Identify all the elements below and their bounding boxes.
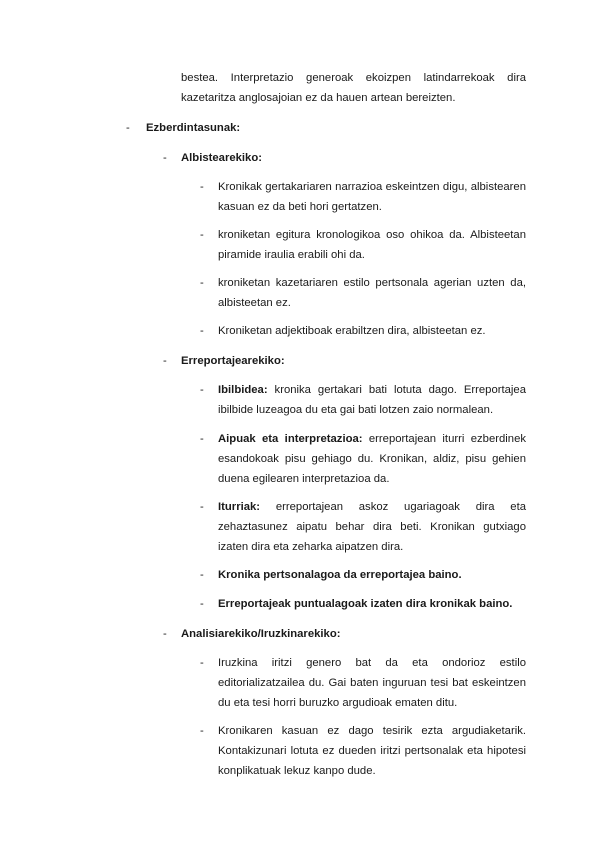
section-bullet: -: [126, 122, 130, 134]
erreportajea-bullet: -: [163, 355, 167, 367]
erreportajea-item-3: [218, 497, 526, 557]
albistea-title: Albistearekiko:: [181, 152, 262, 164]
erreportajea-item-bullet: -: [200, 501, 204, 513]
erreportajea-item-1: [218, 380, 526, 420]
erreportajea-item-3-label: Iturriak:: [218, 501, 261, 513]
erreportajea-item-1-text: kronika gertakari bati lotuta dago. Erreportajea ibilbide luzeagoa du eta gai bati lotzen zaio normalean.: [218, 384, 526, 416]
albistea-item-bullet: -: [200, 229, 204, 241]
erreportajea-item-bullet: -: [200, 433, 204, 445]
erreportajea-item-bullet: -: [200, 569, 204, 581]
analisia-item-1: Iruzkina iritzi genero bat da eta ondorioz estilo editorializatzailea du. Gai baten inguruan tesi bat eskeintzen du eta tesi horri buruzko argudioak ematen ditu.: [218, 657, 526, 709]
analisia-item-2: Kronikaren kasuan ez dago tesirik ezta argudiaketarik. Kontakizunari lotuta ez dueden iritzi pertsonalak eta hipotesi konplikatuak lekuz kanpo dude.: [218, 725, 526, 777]
analisia-bullet: -: [163, 628, 167, 640]
erreportajea-item-1-label: Ibilbidea:: [218, 384, 268, 396]
albistea-item-3: kroniketan kazetariaren estilo pertsonala agerian uzten da, albisteetan ez.: [218, 277, 526, 309]
erreportajea-title: Erreportajearekiko:: [181, 355, 285, 367]
albistea-item-bullet: -: [200, 325, 204, 337]
albistea-item-4: Kroniketan adjektiboak erabiltzen dira, albisteetan ez.: [218, 325, 486, 337]
erreportajea-item-2-text: erreportajean iturri ezberdinek esandokoak pisu gehiago du. Kronikan, aldiz, pisu gehien duena egilearen interpretazioa da.: [218, 433, 527, 485]
erreportajea-item-2: [218, 429, 526, 489]
erreportajea-item-2-label: Aipuak eta interpretazioa:: [218, 433, 363, 445]
albistea-item-bullet: -: [200, 277, 204, 289]
erreportajea-item-3-text: erreportajean askoz ugariagoak dira eta zehaztasunez aipatu behar dira beti. Kronikan gutxiago izaten dira eta zeharka aipatzen dira.: [218, 501, 526, 553]
intro-line-1: bestea. Interpretazio generoak ekoizpen latindarrekoak dira: [181, 72, 526, 84]
intro-paragraph: [181, 68, 526, 88]
albistea-item-1: Kronikak gertakariaren narrazioa eskeintzen digu, albistearen kasuan ez da beti hori gertatzen.: [218, 181, 526, 213]
albistea-item-bullet: -: [200, 181, 204, 193]
analisia-title: Analisiarekiko/Iruzkinarekiko:: [181, 628, 341, 640]
analisia-item-bullet: -: [200, 725, 204, 737]
section-title: Ezberdintasunak:: [146, 122, 241, 134]
analisia-item-bullet: -: [200, 657, 204, 669]
erreportajea-item-4: Kronika pertsonalagoa da erreportajea baino.: [218, 569, 462, 581]
albistea-item-2: kroniketan egitura kronologikoa oso ohikoa da. Albisteetan piramide iraulia erabili ohi da.: [218, 229, 526, 261]
erreportajea-item-bullet: -: [200, 384, 204, 396]
albistea-bullet: -: [163, 152, 167, 164]
intro-paragraph-end: [181, 88, 526, 108]
erreportajea-item-5: Erreportajeak puntualagoak izaten dira kronikak baino.: [218, 598, 513, 610]
erreportajea-item-bullet: -: [200, 598, 204, 610]
intro-line-2: kazetaritza anglosajoian ez da hauen artean bereizten.: [181, 92, 456, 104]
